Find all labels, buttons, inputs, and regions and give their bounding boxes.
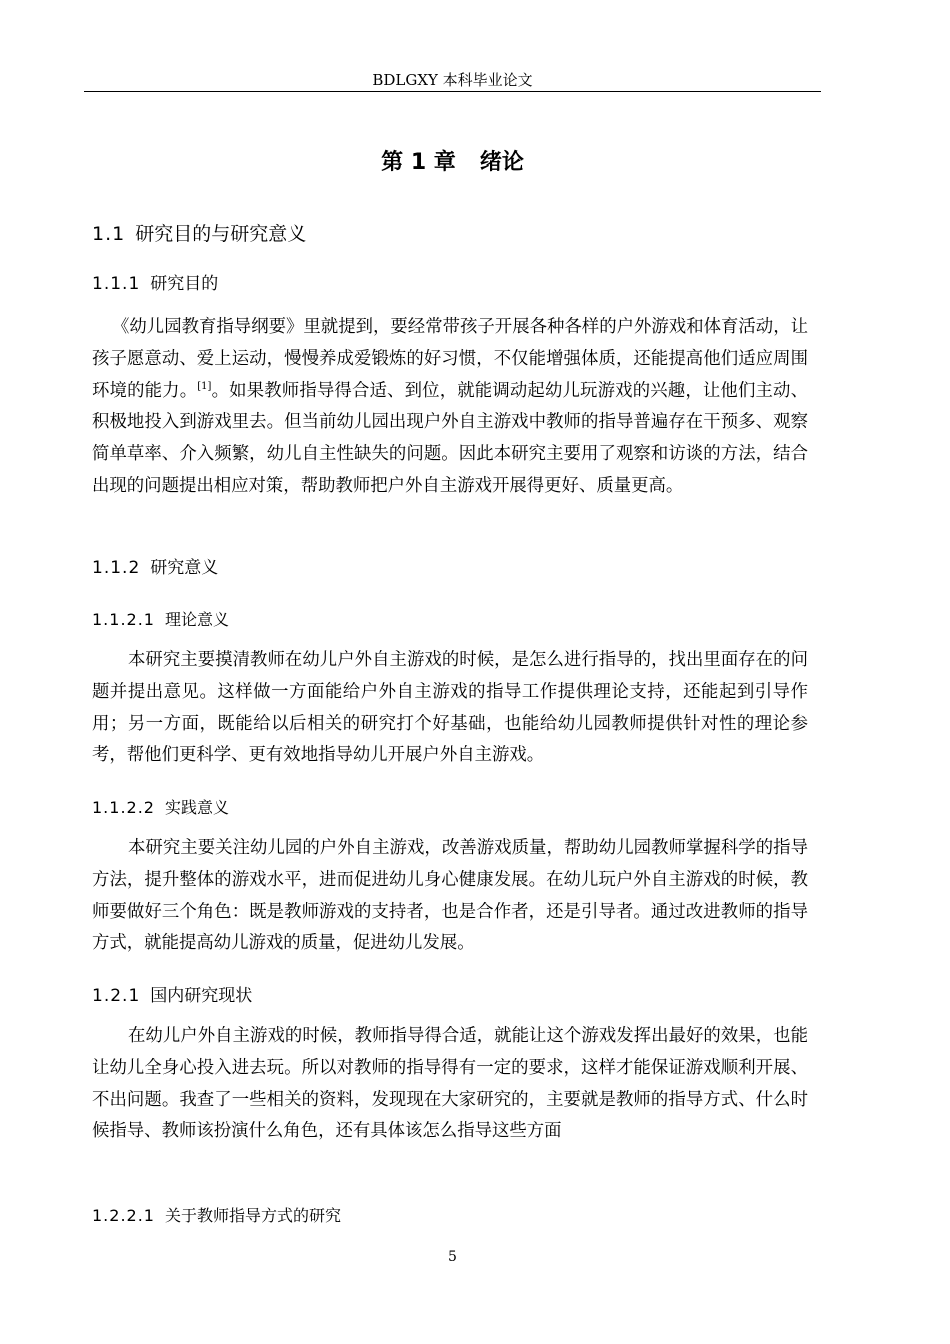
paragraph-text: 。如果教师指导得合适、到位，就能调动起幼儿玩游戏的兴趣，让他们主动、积极地投入到游戏里去。但当前幼儿园出现户外自主游戏中教师的指导普遍存在干预多、观察简单草率、介入频繁，幼儿自主性缺失的问题。因此本研究主要用了观察和访谈的方法，结合出现的问题提出相应对策，帮助教师把户外自主游戏开展得更好、质量更高。 bbox=[92, 380, 808, 496]
section-title: 研究目的 bbox=[150, 274, 219, 294]
section-heading-1-1-2-1 bbox=[92, 608, 229, 632]
chapter-label: 第 1 章 bbox=[381, 150, 456, 175]
citation-marker: [1] bbox=[197, 380, 212, 392]
section-number: 1.1 bbox=[92, 223, 126, 245]
section-title: 理论意义 bbox=[164, 610, 229, 629]
section-number: 1.1.1 bbox=[92, 274, 141, 294]
section-title: 关于教师指导方式的研究 bbox=[164, 1206, 341, 1225]
chapter-title: 绪论 bbox=[479, 150, 524, 175]
section-number: 1.2.1 bbox=[92, 986, 141, 1006]
header-divider bbox=[84, 91, 821, 92]
section-number: 1.1.2.1 bbox=[92, 610, 155, 629]
section-heading-1-1-2 bbox=[92, 556, 218, 580]
paragraph-research-purpose bbox=[92, 312, 808, 503]
section-heading-1-2-1 bbox=[92, 984, 252, 1008]
page-number: 5 bbox=[448, 1249, 457, 1265]
section-number: 1.1.2 bbox=[92, 558, 141, 578]
paragraph-practical-significance: 本研究主要关注幼儿园的户外自主游戏，改善游戏质量，帮助幼儿园教师掌握科学的指导方法，提升整体的游戏水平，进而促进幼儿身心健康发展。在幼儿玩户外自主游戏的时候，教师要做好三个角色：既是教师游戏的支持者，也是合作者，还是引导者。通过改进教师的指导方式，就能提高幼儿游戏的质量，促进幼儿发展。 bbox=[92, 838, 808, 954]
paragraph-domestic-research: 在幼儿户外自主游戏的时候，教师指导得合适，就能让这个游戏发挥出最好的效果，也能让幼儿全身心投入进去玩。所以对教师的指导得有一定的要求，这样才能保证游戏顺利开展、不出问题。我查了一些相关的资料，发现现在大家研究的，主要就是教师的指导方式、什么时候指导、教师该扮演什么角色，还有具体该怎么指导这些方面 bbox=[92, 1026, 808, 1142]
paragraph-text: 《幼儿园教育指导纲要》里就提到，要经常带孩子开展各种各样的户外游戏和体育活动，让孩子愿意动、爱上运动，慢慢养成爱锻炼的好习惯，不仅能增强体质，还能提高他们适应周围环境的能力。 bbox=[92, 317, 808, 401]
running-header: BDLGXY 本科毕业论文 bbox=[372, 71, 533, 89]
section-title: 实践意义 bbox=[164, 798, 229, 817]
paragraph-theoretical-significance: 本研究主要摸清教师在幼儿户外自主游戏的时候，是怎么进行指导的，找出里面存在的问题并提出意见。这样做一方面能给户外自主游戏的指导工作提供理论支持，还能起到引导作用；另一方面，既能给以后相关的研究打个好基础，也能给幼儿园教师提供针对性的理论参考，帮他们更科学、更有效地指导幼儿开展户外自主游戏。 bbox=[92, 650, 808, 766]
section-heading-1-1-2-2 bbox=[92, 796, 229, 820]
section-number: 1.2.2.1 bbox=[92, 1206, 155, 1225]
section-title: 研究目的与研究意义 bbox=[135, 223, 307, 245]
chapter-heading bbox=[84, 148, 821, 178]
section-heading-1-1 bbox=[92, 220, 306, 248]
section-heading-1-1-1 bbox=[92, 272, 218, 296]
section-heading-1-2-2-1 bbox=[92, 1204, 341, 1228]
section-number: 1.1.2.2 bbox=[92, 798, 155, 817]
section-title: 国内研究现状 bbox=[150, 986, 253, 1006]
section-title: 研究意义 bbox=[150, 558, 219, 578]
